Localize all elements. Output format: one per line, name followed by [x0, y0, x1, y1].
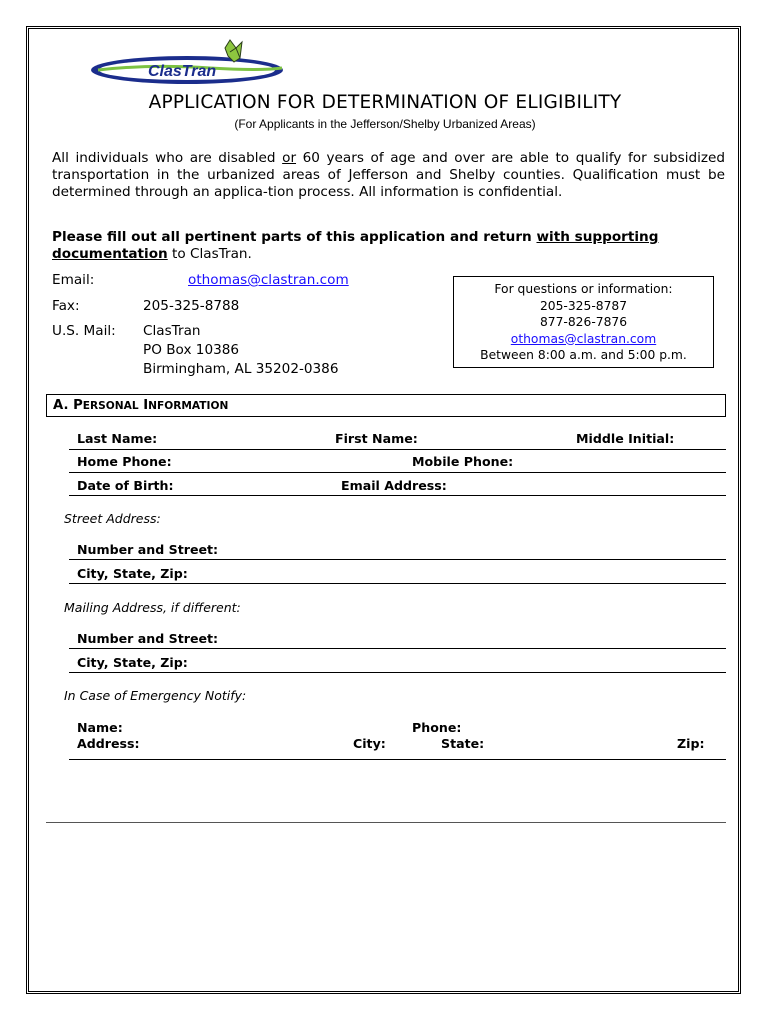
home-phone-field[interactable]: Home Phone:: [77, 454, 172, 469]
street-city-state-zip-field[interactable]: City, State, Zip:: [77, 566, 188, 581]
info-hours: Between 8:00 a.m. and 5:00 p.m.: [480, 348, 687, 362]
page-title: APPLICATION FOR DETERMINATION OF ELIGIBILITY: [148, 92, 622, 113]
email-address-field[interactable]: Email Address:: [341, 478, 447, 493]
emergency-zip-field[interactable]: Zip:: [677, 736, 705, 751]
clastran-logo: [90, 38, 290, 88]
emergency-label: In Case of Emergency Notify:: [64, 688, 247, 703]
info-line-2: 205-325-8787: [539, 298, 628, 313]
last-name-field[interactable]: Last Name:: [77, 431, 158, 446]
rule: [69, 559, 726, 560]
first-name-field[interactable]: First Name:: [335, 431, 418, 446]
mail-label: U.S. Mail:: [52, 323, 116, 339]
emergency-address-field[interactable]: Address:: [77, 736, 140, 751]
emergency-state-field[interactable]: State:: [441, 736, 485, 751]
mail-line-2: PO Box 10386: [143, 342, 240, 358]
page-subtitle: (For Applicants in the Jefferson/Shelby Urbanized Areas): [234, 117, 536, 131]
info-email-link[interactable]: othomas@clastran.com: [510, 331, 657, 346]
info-line-1: For questions or information:: [494, 282, 673, 296]
mailing-address-label: Mailing Address, if different:: [64, 600, 241, 615]
emergency-name-field[interactable]: Name:: [77, 720, 123, 735]
fax-value: 205-325-8788: [143, 298, 240, 314]
info-line-3: 877-826-7876: [539, 315, 628, 329]
emergency-phone-field[interactable]: Phone:: [412, 720, 462, 735]
rule: [69, 472, 726, 473]
street-address-label: Street Address:: [64, 511, 161, 526]
rule: [69, 449, 726, 450]
mail-line-3: Birmingham, AL 35202-0386: [143, 361, 339, 377]
fax-label: Fax:: [52, 298, 80, 314]
mail-line-1: ClasTran: [143, 323, 201, 339]
rule: [69, 672, 726, 673]
mailing-number-field[interactable]: Number and Street:: [77, 631, 219, 646]
intro-paragraph: All individuals who are disabled or 60 years of age and over are able to qualify for subsidized transportation in the urbanized areas of Jefferson and Shelby counties. Qualification must be determined through an applica-tion process. All information is confidential.: [52, 150, 726, 200]
mailing-city-state-zip-field[interactable]: City, State, Zip:: [77, 655, 188, 670]
mobile-phone-field[interactable]: Mobile Phone:: [412, 454, 514, 469]
emergency-city-field[interactable]: City:: [353, 736, 386, 751]
rule: [69, 583, 726, 584]
rule: [69, 648, 726, 649]
street-number-field[interactable]: Number and Street:: [77, 542, 219, 557]
logo-text: ClasTran: [148, 63, 217, 80]
info-box: [453, 276, 714, 368]
email-link[interactable]: othomas@clastran.com: [188, 272, 349, 288]
instructions: Please fill out all pertinent parts of this application and return with supporting documentation to ClasTran.: [52, 229, 659, 262]
email-label: Email:: [52, 272, 95, 288]
section-divider: [46, 822, 726, 823]
rule: [69, 759, 726, 760]
section-a-header: A. PERSONAL INFORMATION: [46, 394, 726, 417]
rule: [69, 495, 726, 496]
middle-initial-field[interactable]: Middle Initial:: [576, 431, 675, 446]
date-of-birth-field[interactable]: Date of Birth:: [77, 478, 174, 493]
